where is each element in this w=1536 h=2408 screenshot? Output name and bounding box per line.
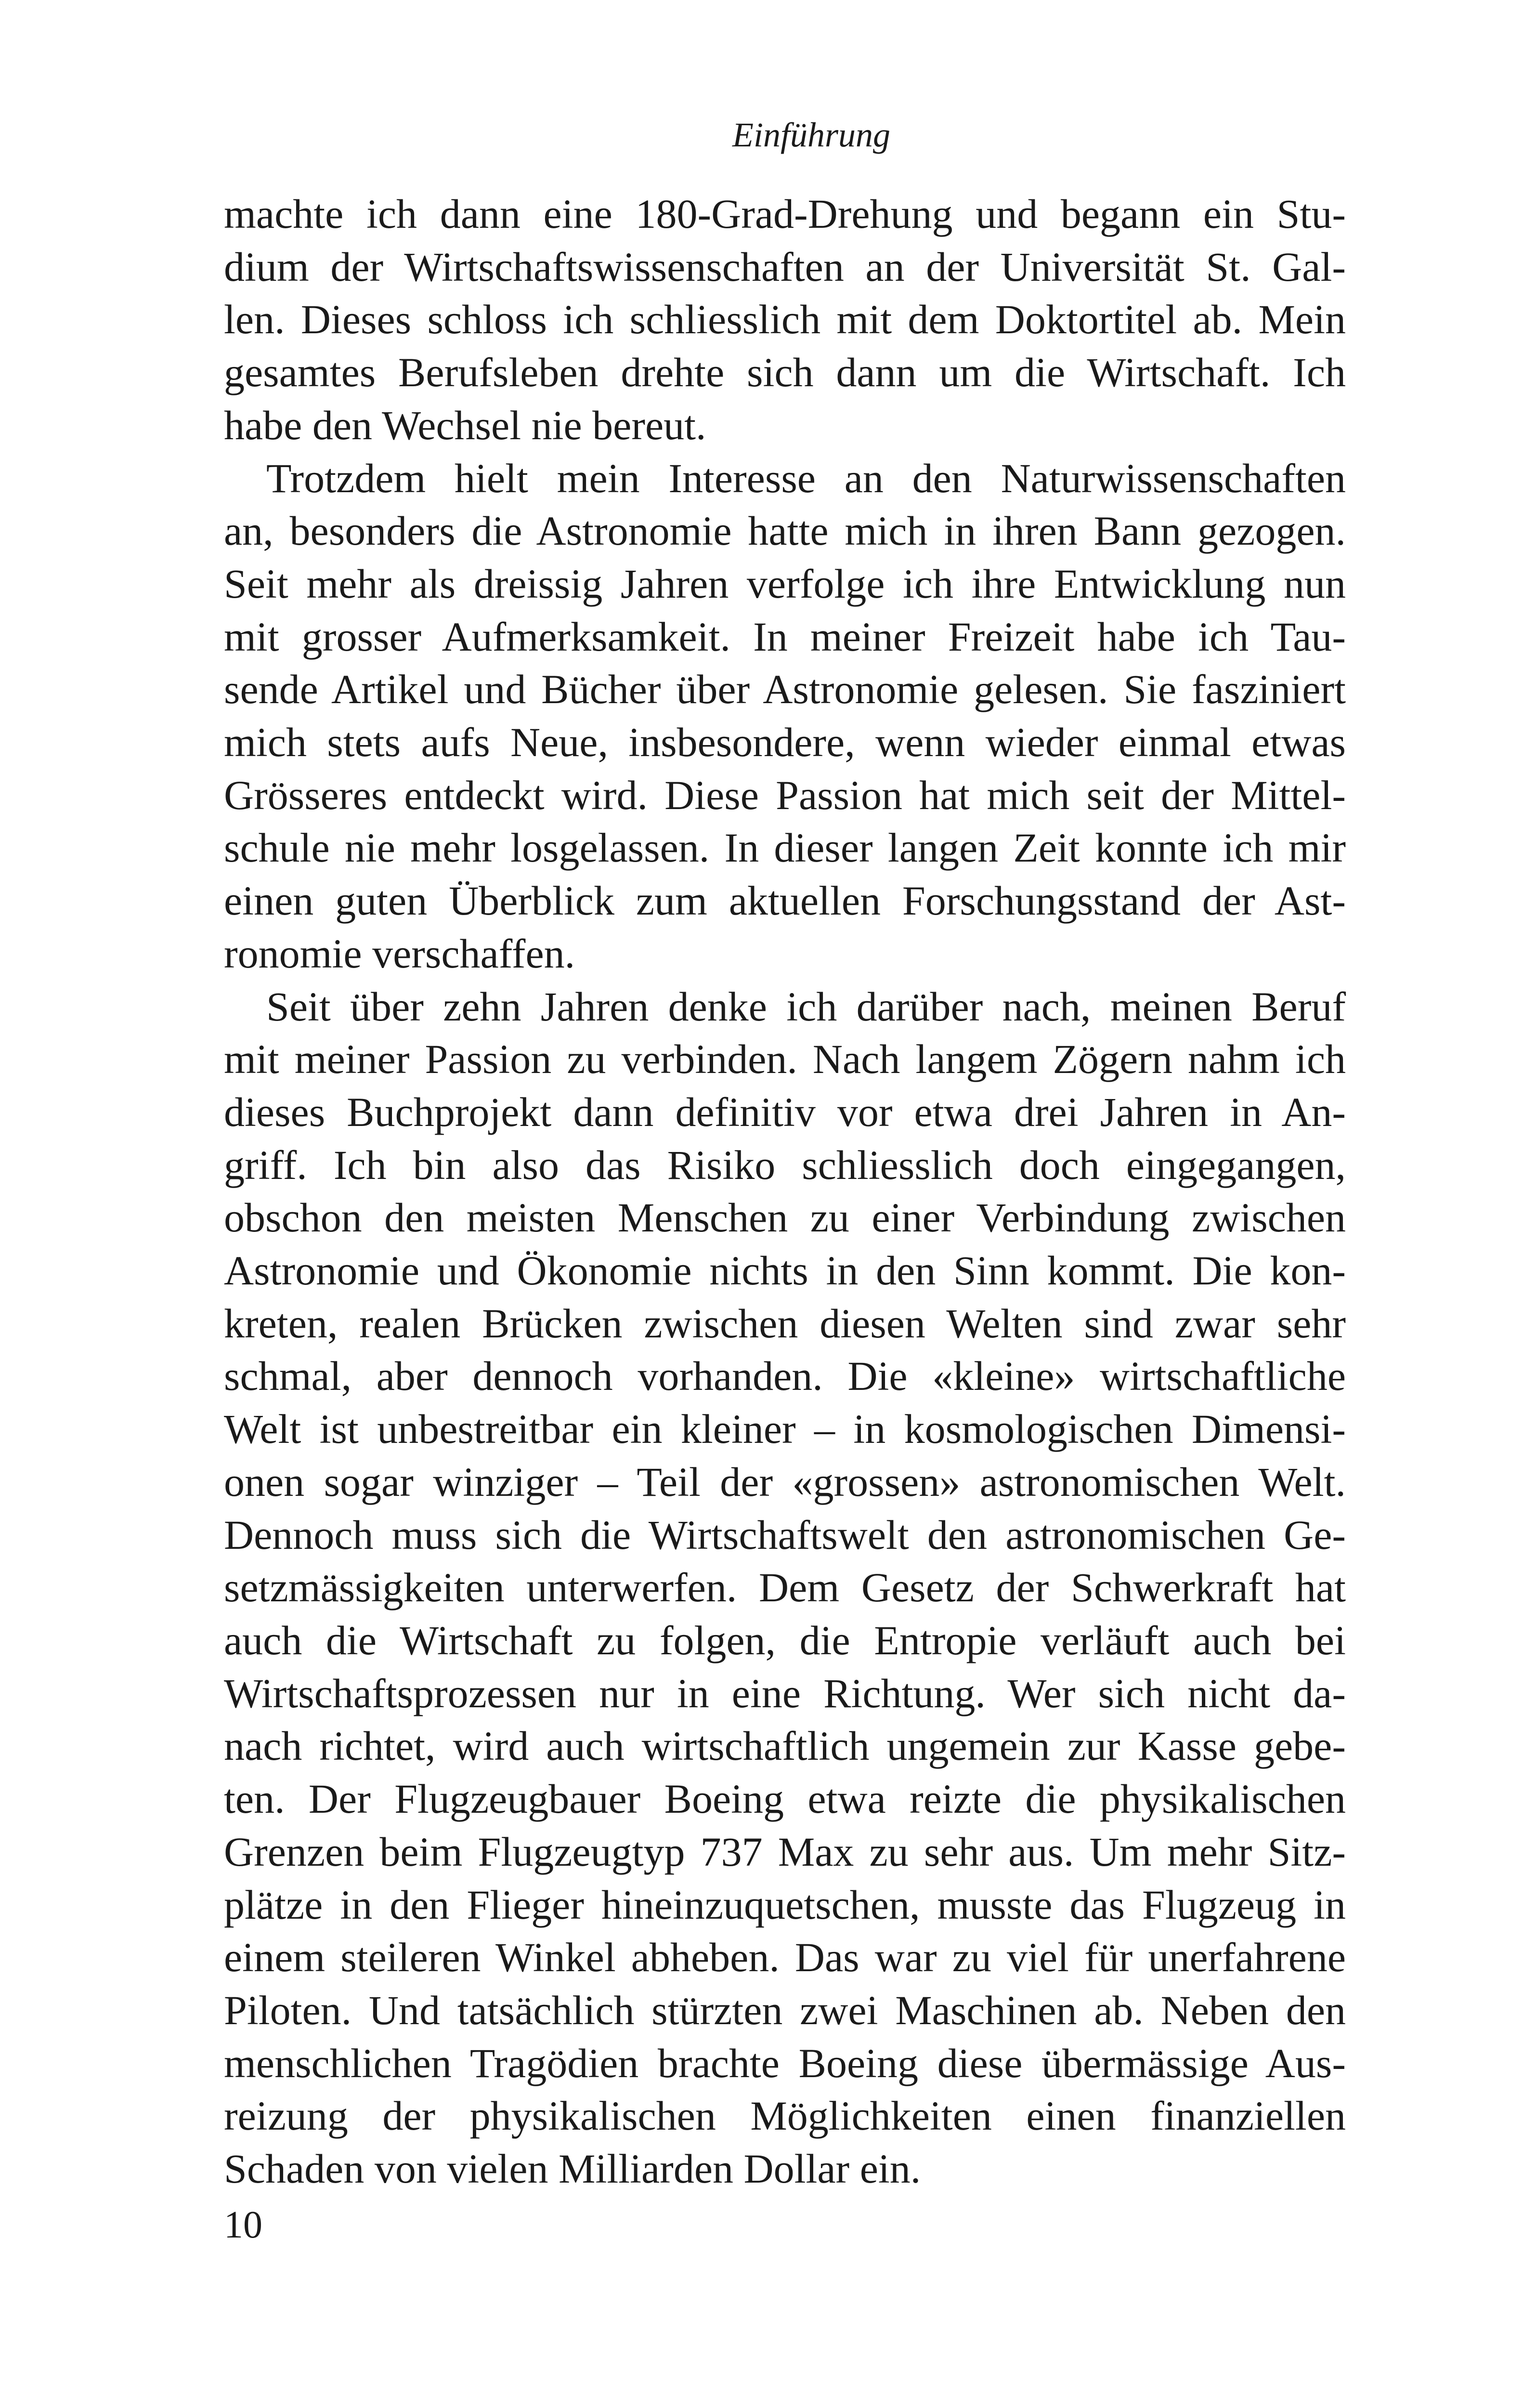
- page-number: 10: [224, 2204, 262, 2246]
- text-line: Grenzen beim Flugzeugtyp 737 Max zu sehr aus. Um mehr Sitz-: [224, 1828, 1346, 1875]
- text-line: menschlichen Tragödien brachte Boeing diese übermässige Aus-: [224, 2040, 1346, 2086]
- text-line: Trotzdem hielt mein Interesse an den Naturwissenschaften: [266, 455, 1346, 501]
- text-line: kreten, realen Brücken zwischen diesen Welten sind zwar sehr: [224, 1300, 1346, 1347]
- text-line: dieses Buchprojekt dann definitiv vor etwa drei Jahren in An-: [224, 1088, 1346, 1135]
- text-line: ronomie verschaffen.: [224, 930, 575, 977]
- text-line: Astronomie und Ökonomie nichts in den Sinn kommt. Die kon-: [224, 1247, 1346, 1294]
- text-line: obschon den meisten Menschen zu einer Verbindung zwischen: [224, 1194, 1346, 1241]
- text-line: dium der Wirtschaftswissenschaften an der Universität St. Gal-: [224, 243, 1346, 290]
- text-line: mit grosser Aufmerksamkeit. In meiner Freizeit habe ich Tau-: [224, 613, 1346, 660]
- text-line: gesamtes Berufsleben drehte sich dann um die Wirtschaft. Ich: [224, 349, 1346, 396]
- text-line: Seit mehr als dreissig Jahren verfolge ich ihre Entwicklung nun: [224, 560, 1346, 607]
- text-line: setzmässigkeiten unterwerfen. Dem Gesetz der Schwerkraft hat: [224, 1564, 1346, 1611]
- text-line: ten. Der Flugzeugbauer Boeing etwa reizte die physikalischen: [224, 1776, 1346, 1822]
- text-line: einem steileren Winkel abheben. Das war zu viel für unerfahrene: [224, 1934, 1346, 1981]
- text-line: Piloten. Und tatsächlich stürzten zwei Maschinen ab. Neben den: [224, 1987, 1346, 2033]
- text-line: an, besonders die Astronomie hatte mich in ihren Bann gezogen.: [224, 508, 1346, 554]
- text-line: einen guten Überblick zum aktuellen Forschungsstand der Ast-: [224, 877, 1346, 924]
- text-line: plätze in den Flieger hineinzuquetschen, musste das Flugzeug in: [224, 1881, 1346, 1928]
- paragraph: [224, 188, 1346, 452]
- text-line: mit meiner Passion zu verbinden. Nach langem Zögern nahm ich: [224, 1036, 1346, 1083]
- text-line: schule nie mehr losgelassen. In dieser langen Zeit konnte ich mir: [224, 824, 1346, 871]
- text-line: machte ich dann eine 180-Grad-Drehung und begann ein Stu-: [224, 191, 1346, 237]
- text-line: mich stets aufs Neue, insbesondere, wenn wieder einmal etwas: [224, 719, 1346, 766]
- paragraph: [224, 981, 1346, 2196]
- text-line: Seit über zehn Jahren denke ich darüber nach, meinen Beruf: [266, 983, 1346, 1030]
- text-line: habe den Wechsel nie bereut.: [224, 402, 706, 448]
- text-line: onen sogar winziger – Teil der «grossen» astronomischen Welt.: [224, 1458, 1346, 1505]
- text-line: Schaden von vielen Milliarden Dollar ein.: [224, 2146, 921, 2192]
- body-text: [224, 188, 1346, 2196]
- text-line: len. Dieses schloss ich schliesslich mit dem Doktortitel ab. Mein: [224, 296, 1346, 343]
- text-line: Grösseres entdeckt wird. Diese Passion hat mich seit der Mittel-: [224, 772, 1346, 818]
- text-line: Welt ist unbestreitbar ein kleiner – in kosmologischen Dimensi-: [224, 1406, 1346, 1453]
- text-line: auch die Wirtschaft zu folgen, die Entropie verläuft auch bei: [224, 1617, 1346, 1663]
- text-line: sende Artikel und Bücher über Astronomie gelesen. Sie fasziniert: [224, 666, 1346, 713]
- text-line: nach richtet, wird auch wirtschaftlich ungemein zur Kasse gebe-: [224, 1723, 1346, 1769]
- text-line: Wirtschaftsprozessen nur in eine Richtung. Wer sich nicht da-: [224, 1670, 1346, 1716]
- text-line: reizung der physikalischen Möglichkeiten einen finanziellen: [224, 2093, 1346, 2139]
- running-head: Einführung: [732, 116, 890, 154]
- text-line: griff. Ich bin also das Risiko schliesslich doch eingegangen,: [224, 1141, 1346, 1188]
- text-line: Dennoch muss sich die Wirtschaftswelt den astronomischen Ge-: [224, 1511, 1346, 1558]
- paragraph: [224, 452, 1346, 981]
- text-line: schmal, aber dennoch vorhanden. Die «kleine» wirtschaftliche: [224, 1353, 1346, 1400]
